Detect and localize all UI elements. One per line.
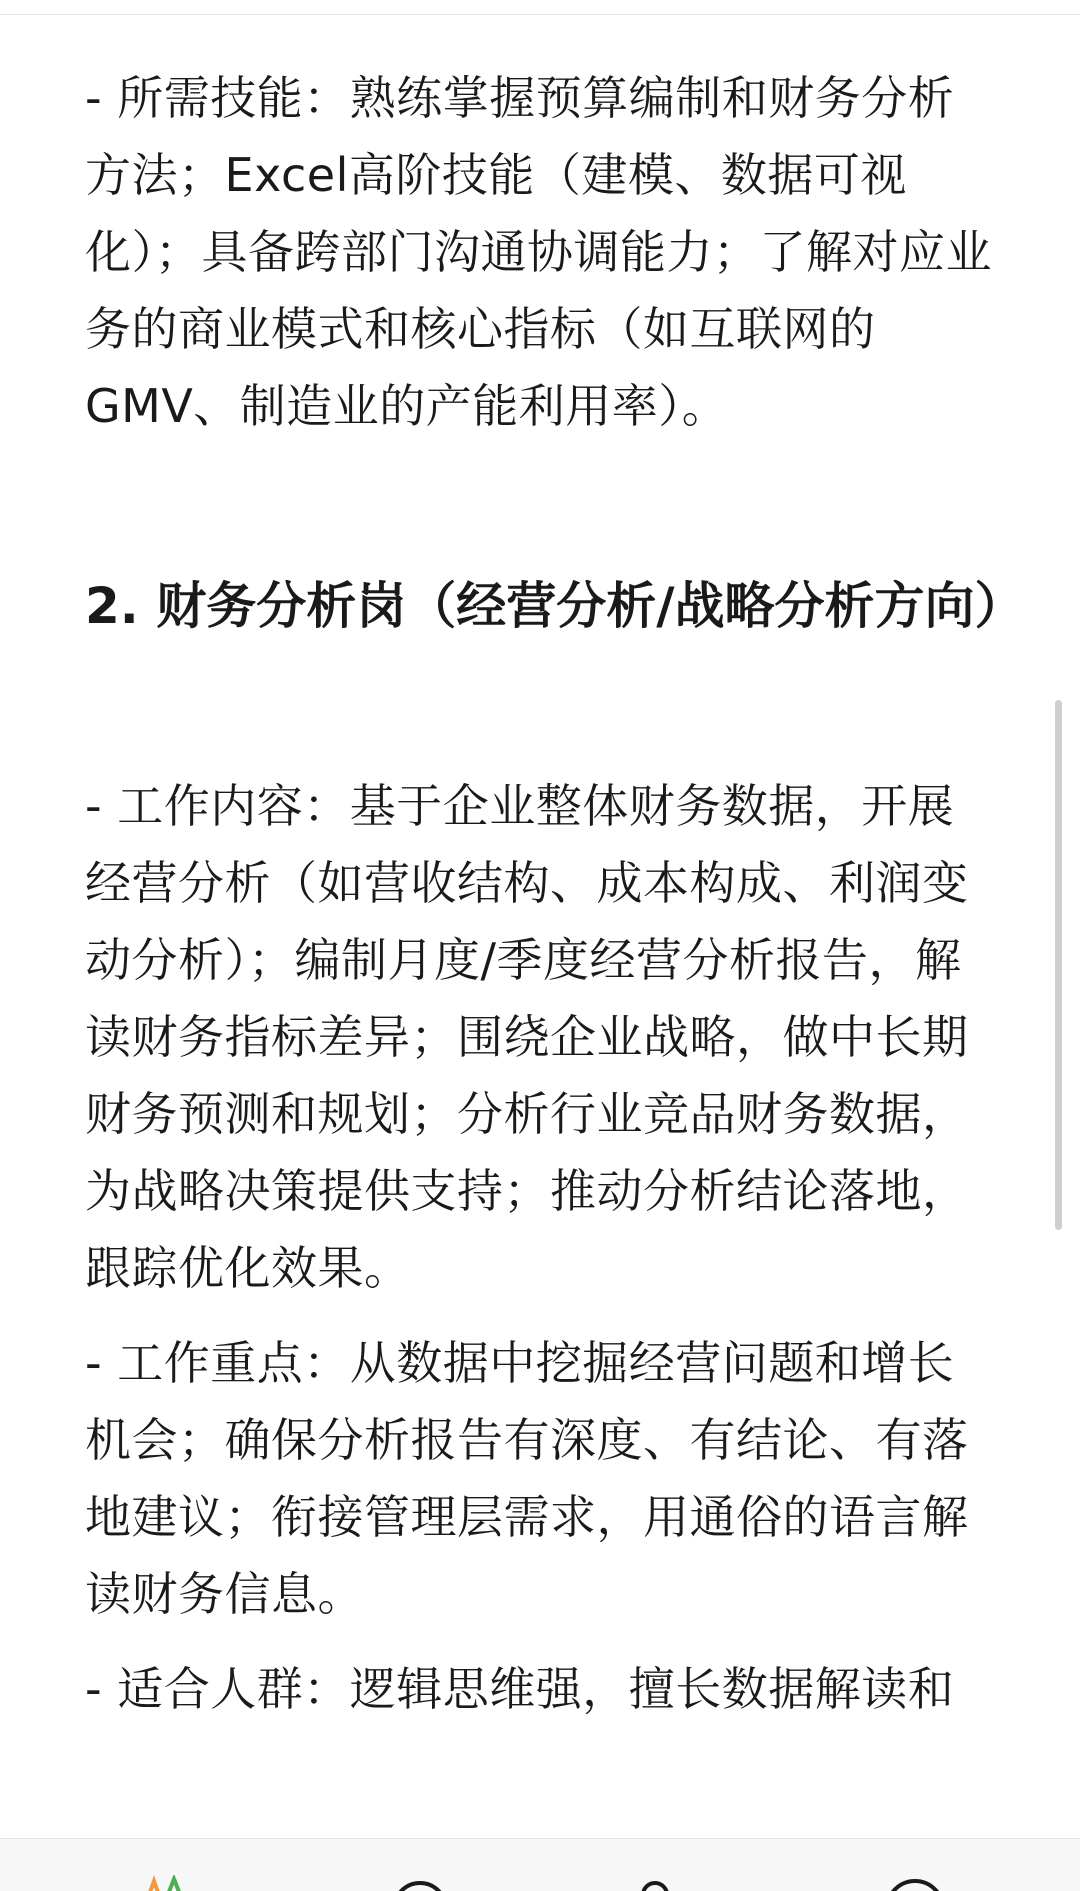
- top-divider: [0, 14, 1080, 15]
- scrollbar-thumb[interactable]: [1055, 700, 1062, 1230]
- target-people-paragraph: - 适合人群：逻辑思维强，擅长数据解读和: [85, 1662, 955, 1716]
- skills-paragraph: - 所需技能：熟练掌握预算编制和财务分析方法；Excel高阶技能（建模、数据可视化）；具备跨部门沟通协调能力；了解对应业务的商业模式和核心指标（如互联网的GMV、制造业的产能利用率）。: [85, 71, 992, 433]
- work-focus-paragraph: - 工作重点：从数据中挖掘经营问题和增长机会；确保分析报告有深度、有结论、有落地建议；衔接管理层需求，用通俗的语言解读财务信息。: [85, 1336, 969, 1621]
- work-content-paragraph: - 工作内容：基于企业整体财务数据，开展经营分析（如营收结构、成本构成、利润变动分析）；编制月度/季度经营分析报告，解读财务指标差异；围绕企业战略，做中长期财务预测和规划；分析行业竞品财务数据，为战略决策提供支持；推动分析结论落地，跟踪优化效果。: [85, 779, 969, 1295]
- home-icon[interactable]: [130, 1875, 200, 1891]
- section-heading: 2. 财务分析岗（经营分析/战略分析方向）: [85, 577, 1025, 635]
- bottom-nav-bar: [0, 1838, 1080, 1891]
- article-content: [85, 60, 1025, 1728]
- profile-icon[interactable]: [620, 1875, 690, 1891]
- chat-icon[interactable]: [385, 1875, 455, 1891]
- more-icon[interactable]: [880, 1875, 950, 1891]
